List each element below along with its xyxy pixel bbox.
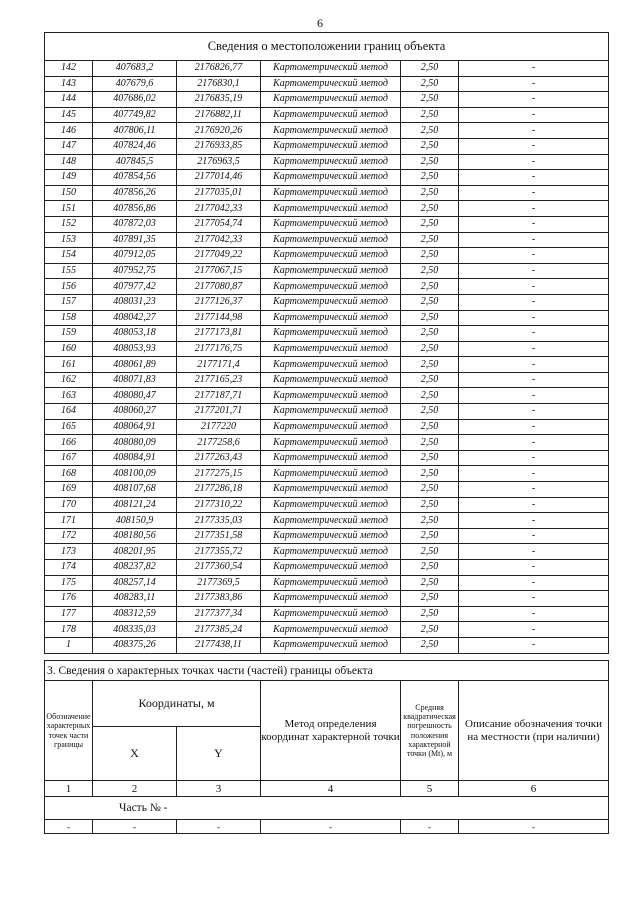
col-number: 4	[261, 781, 401, 797]
coord-x: 408180,56	[93, 528, 177, 544]
method: Картометрический метод	[261, 606, 401, 622]
description: -	[459, 154, 609, 170]
method: Картометрический метод	[261, 185, 401, 201]
description: -	[459, 279, 609, 295]
coord-x: 408061,89	[93, 357, 177, 373]
description: -	[459, 591, 609, 607]
method: Картометрический метод	[261, 419, 401, 435]
method: Картометрический метод	[261, 560, 401, 576]
coord-x: 408071,83	[93, 372, 177, 388]
coord-x: 408042,27	[93, 310, 177, 326]
accuracy: 2,50	[401, 622, 459, 638]
table-row	[45, 232, 609, 248]
point-number: 160	[45, 341, 93, 357]
point-number: 178	[45, 622, 93, 638]
table-row	[45, 513, 609, 529]
coord-y: 2177377,34	[177, 606, 261, 622]
point-number: 168	[45, 466, 93, 482]
point-number: 143	[45, 76, 93, 92]
method: Картометрический метод	[261, 154, 401, 170]
description: -	[459, 637, 609, 653]
method: Картометрический метод	[261, 76, 401, 92]
coord-y: 2177286,18	[177, 482, 261, 498]
description: -	[459, 107, 609, 123]
description: -	[459, 201, 609, 217]
point-number: 156	[45, 279, 93, 295]
accuracy: 2,50	[401, 310, 459, 326]
table-row	[45, 435, 609, 451]
table-row	[45, 575, 609, 591]
table-row	[45, 76, 609, 92]
table-row	[45, 606, 609, 622]
table-row	[45, 279, 609, 295]
part-label: Часть № -	[45, 797, 609, 820]
coord-y: 2176933,85	[177, 138, 261, 154]
method: Картометрический метод	[261, 388, 401, 404]
coord-y: 2177258,6	[177, 435, 261, 451]
empty-cell: -	[401, 820, 459, 834]
accuracy: 2,50	[401, 450, 459, 466]
point-number: 172	[45, 528, 93, 544]
table-row	[45, 357, 609, 373]
empty-cell: -	[177, 820, 261, 834]
point-number: 150	[45, 185, 93, 201]
coord-y: 2177201,71	[177, 404, 261, 420]
accuracy: 2,50	[401, 170, 459, 186]
table-row	[45, 637, 609, 653]
table-title: Сведения о местоположении границ объекта	[45, 33, 609, 61]
point-number: 170	[45, 497, 93, 513]
coord-y: 2177014,46	[177, 170, 261, 186]
table-row	[45, 591, 609, 607]
description: -	[459, 92, 609, 108]
method: Картометрический метод	[261, 123, 401, 139]
accuracy: 2,50	[401, 326, 459, 342]
point-number: 1	[45, 637, 93, 653]
accuracy: 2,50	[401, 513, 459, 529]
coord-y: 2176835,19	[177, 92, 261, 108]
table-row	[45, 497, 609, 513]
point-number: 165	[45, 419, 93, 435]
coord-x: 408031,23	[93, 294, 177, 310]
header-x: X	[93, 727, 177, 781]
coord-x: 407749,82	[93, 107, 177, 123]
description: -	[459, 76, 609, 92]
table-row	[45, 482, 609, 498]
header-coordinates: Координаты, м	[93, 681, 261, 727]
coord-x: 407806,11	[93, 123, 177, 139]
table-row	[45, 310, 609, 326]
table-row	[45, 263, 609, 279]
description: -	[459, 544, 609, 560]
coord-x: 408375,26	[93, 637, 177, 653]
method: Картометрический метод	[261, 466, 401, 482]
coord-y: 2177351,58	[177, 528, 261, 544]
empty-cell: -	[261, 820, 401, 834]
coord-y: 2177438,11	[177, 637, 261, 653]
table-row	[45, 560, 609, 576]
coord-y: 2177275,15	[177, 466, 261, 482]
method: Картометрический метод	[261, 357, 401, 373]
col-number: 2	[93, 781, 177, 797]
description: -	[459, 232, 609, 248]
method: Картометрический метод	[261, 61, 401, 77]
table-row	[45, 107, 609, 123]
coord-x: 407977,42	[93, 279, 177, 295]
table-row	[45, 450, 609, 466]
method: Картометрический метод	[261, 263, 401, 279]
coord-x: 408335,03	[93, 622, 177, 638]
description: -	[459, 513, 609, 529]
coord-y: 2177035,01	[177, 185, 261, 201]
method: Картометрический метод	[261, 591, 401, 607]
coord-y: 2177383,86	[177, 591, 261, 607]
point-number: 171	[45, 513, 93, 529]
table-row	[45, 326, 609, 342]
method: Картометрический метод	[261, 310, 401, 326]
coord-x: 407856,86	[93, 201, 177, 217]
accuracy: 2,50	[401, 435, 459, 451]
point-number: 154	[45, 248, 93, 264]
description: -	[459, 138, 609, 154]
point-number: 148	[45, 154, 93, 170]
header-method: Метод определения координат характерной точки	[261, 681, 401, 781]
point-number: 169	[45, 482, 93, 498]
table-row	[45, 466, 609, 482]
method: Картометрический метод	[261, 637, 401, 653]
description: -	[459, 450, 609, 466]
section-title: 3. Сведения о характерных точках части (частей) границы объекта	[45, 661, 609, 681]
coord-y: 2177173,81	[177, 326, 261, 342]
description: -	[459, 341, 609, 357]
method: Картометрический метод	[261, 326, 401, 342]
method: Картометрический метод	[261, 232, 401, 248]
accuracy: 2,50	[401, 482, 459, 498]
coord-y: 2177176,75	[177, 341, 261, 357]
accuracy: 2,50	[401, 107, 459, 123]
coord-x: 408084,91	[93, 450, 177, 466]
coord-x: 407824,46	[93, 138, 177, 154]
header-point-designation: Обозначение характерных точек части границы	[45, 681, 93, 781]
accuracy: 2,50	[401, 61, 459, 77]
accuracy: 2,50	[401, 388, 459, 404]
description: -	[459, 575, 609, 591]
coord-x: 408100,09	[93, 466, 177, 482]
coord-x: 408283,11	[93, 591, 177, 607]
description: -	[459, 404, 609, 420]
coord-y: 2177369,5	[177, 575, 261, 591]
accuracy: 2,50	[401, 232, 459, 248]
table-row	[45, 92, 609, 108]
coord-x: 408053,18	[93, 326, 177, 342]
point-number: 164	[45, 404, 93, 420]
coord-x: 407845,5	[93, 154, 177, 170]
method: Картометрический метод	[261, 404, 401, 420]
coord-y: 2177220	[177, 419, 261, 435]
description: -	[459, 170, 609, 186]
description: -	[459, 606, 609, 622]
method: Картометрический метод	[261, 92, 401, 108]
point-number: 163	[45, 388, 93, 404]
table-row	[45, 528, 609, 544]
coord-y: 2177144,98	[177, 310, 261, 326]
coord-y: 2177263,43	[177, 450, 261, 466]
coord-x: 407856,26	[93, 185, 177, 201]
coord-x: 407679,6	[93, 76, 177, 92]
accuracy: 2,50	[401, 357, 459, 373]
accuracy: 2,50	[401, 76, 459, 92]
description: -	[459, 435, 609, 451]
accuracy: 2,50	[401, 123, 459, 139]
point-number: 173	[45, 544, 93, 560]
coord-x: 407854,56	[93, 170, 177, 186]
accuracy: 2,50	[401, 560, 459, 576]
accuracy: 2,50	[401, 404, 459, 420]
accuracy: 2,50	[401, 637, 459, 653]
accuracy: 2,50	[401, 216, 459, 232]
coord-y: 2177187,71	[177, 388, 261, 404]
accuracy: 2,50	[401, 294, 459, 310]
description: -	[459, 248, 609, 264]
coord-y: 2176826,77	[177, 61, 261, 77]
accuracy: 2,50	[401, 341, 459, 357]
coord-x: 407683,2	[93, 61, 177, 77]
coord-y: 2177385,24	[177, 622, 261, 638]
coord-x: 408150,9	[93, 513, 177, 529]
table-row	[45, 544, 609, 560]
method: Картометрический метод	[261, 575, 401, 591]
description: -	[459, 216, 609, 232]
method: Картометрический метод	[261, 435, 401, 451]
accuracy: 2,50	[401, 185, 459, 201]
header-y: Y	[177, 727, 261, 781]
description: -	[459, 294, 609, 310]
point-number: 162	[45, 372, 93, 388]
table-row	[45, 341, 609, 357]
description: -	[459, 560, 609, 576]
point-number: 167	[45, 450, 93, 466]
accuracy: 2,50	[401, 466, 459, 482]
table-row	[45, 154, 609, 170]
header-accuracy: Средняя квадратическая погрешность положения характерной точки (Мt), м	[401, 681, 459, 781]
coord-x: 408080,09	[93, 435, 177, 451]
table-row	[45, 404, 609, 420]
accuracy: 2,50	[401, 372, 459, 388]
method: Картометрический метод	[261, 450, 401, 466]
coord-y: 2177165,23	[177, 372, 261, 388]
table-row	[45, 185, 609, 201]
table-row	[45, 123, 609, 139]
coord-x: 407952,75	[93, 263, 177, 279]
point-number: 155	[45, 263, 93, 279]
coord-x: 408060,27	[93, 404, 177, 420]
accuracy: 2,50	[401, 279, 459, 295]
method: Картометрический метод	[261, 279, 401, 295]
coord-x: 408107,68	[93, 482, 177, 498]
method: Картометрический метод	[261, 248, 401, 264]
method: Картометрический метод	[261, 294, 401, 310]
method: Картометрический метод	[261, 138, 401, 154]
empty-cell: -	[93, 820, 177, 834]
description: -	[459, 466, 609, 482]
table-row	[45, 170, 609, 186]
table-row	[45, 622, 609, 638]
point-number: 149	[45, 170, 93, 186]
method: Картометрический метод	[261, 170, 401, 186]
method: Картометрический метод	[261, 341, 401, 357]
table-row	[45, 419, 609, 435]
point-number: 175	[45, 575, 93, 591]
method: Картометрический метод	[261, 622, 401, 638]
point-number: 151	[45, 201, 93, 217]
coord-y: 2176920,26	[177, 123, 261, 139]
method: Картометрический метод	[261, 372, 401, 388]
coord-y: 2177355,72	[177, 544, 261, 560]
coord-y: 2177042,33	[177, 201, 261, 217]
coord-y: 2177067,15	[177, 263, 261, 279]
col-number: 6	[459, 781, 609, 797]
method: Картометрический метод	[261, 497, 401, 513]
method: Картометрический метод	[261, 513, 401, 529]
method: Картометрический метод	[261, 216, 401, 232]
table-row	[45, 216, 609, 232]
coord-x: 408121,24	[93, 497, 177, 513]
coord-x: 407686,02	[93, 92, 177, 108]
point-number: 147	[45, 138, 93, 154]
coord-x: 407912,05	[93, 248, 177, 264]
description: -	[459, 185, 609, 201]
point-number: 159	[45, 326, 93, 342]
accuracy: 2,50	[401, 92, 459, 108]
point-number: 166	[45, 435, 93, 451]
col-number: 1	[45, 781, 93, 797]
col-number: 5	[401, 781, 459, 797]
empty-cell: -	[45, 820, 93, 834]
coord-y: 2176963,5	[177, 154, 261, 170]
coord-y: 2177054,74	[177, 216, 261, 232]
coord-x: 408053,93	[93, 341, 177, 357]
description: -	[459, 372, 609, 388]
accuracy: 2,50	[401, 154, 459, 170]
accuracy: 2,50	[401, 419, 459, 435]
point-number: 174	[45, 560, 93, 576]
empty-cell: -	[459, 820, 609, 834]
accuracy: 2,50	[401, 528, 459, 544]
boundary-points-table	[44, 32, 609, 654]
table-row	[45, 388, 609, 404]
coord-y: 2176882,11	[177, 107, 261, 123]
accuracy: 2,50	[401, 544, 459, 560]
point-number: 177	[45, 606, 93, 622]
accuracy: 2,50	[401, 201, 459, 217]
coord-x: 408201,95	[93, 544, 177, 560]
part-points-table	[44, 660, 609, 834]
point-number: 152	[45, 216, 93, 232]
description: -	[459, 419, 609, 435]
coord-y: 2177360,54	[177, 560, 261, 576]
accuracy: 2,50	[401, 138, 459, 154]
table-row	[45, 248, 609, 264]
table-row	[45, 372, 609, 388]
point-number: 176	[45, 591, 93, 607]
description: -	[459, 497, 609, 513]
table-row	[45, 138, 609, 154]
coord-y: 2177335,03	[177, 513, 261, 529]
coord-y: 2177080,87	[177, 279, 261, 295]
description: -	[459, 388, 609, 404]
accuracy: 2,50	[401, 575, 459, 591]
coord-y: 2176830,1	[177, 76, 261, 92]
coord-y: 2177042,33	[177, 232, 261, 248]
method: Картометрический метод	[261, 201, 401, 217]
coord-x: 408257,14	[93, 575, 177, 591]
description: -	[459, 622, 609, 638]
coord-x: 408312,59	[93, 606, 177, 622]
header-description: Описание обозначения точки на местности (при наличии)	[459, 681, 609, 781]
description: -	[459, 310, 609, 326]
point-number: 145	[45, 107, 93, 123]
description: -	[459, 357, 609, 373]
method: Картометрический метод	[261, 482, 401, 498]
method: Картометрический метод	[261, 544, 401, 560]
coord-x: 407891,35	[93, 232, 177, 248]
coord-x: 408237,82	[93, 560, 177, 576]
accuracy: 2,50	[401, 606, 459, 622]
point-number: 144	[45, 92, 93, 108]
page-number: 6	[317, 16, 323, 30]
col-number: 3	[177, 781, 261, 797]
method: Картометрический метод	[261, 107, 401, 123]
coord-y: 2177171,4	[177, 357, 261, 373]
point-number: 161	[45, 357, 93, 373]
point-number: 153	[45, 232, 93, 248]
point-number: 157	[45, 294, 93, 310]
description: -	[459, 123, 609, 139]
coord-y: 2177310,22	[177, 497, 261, 513]
point-number: 146	[45, 123, 93, 139]
description: -	[459, 482, 609, 498]
description: -	[459, 326, 609, 342]
coord-y: 2177126,37	[177, 294, 261, 310]
description: -	[459, 528, 609, 544]
coord-x: 408080,47	[93, 388, 177, 404]
table-row	[45, 61, 609, 77]
accuracy: 2,50	[401, 248, 459, 264]
table-row	[45, 201, 609, 217]
point-number: 142	[45, 61, 93, 77]
table-row	[45, 294, 609, 310]
coord-x: 408064,91	[93, 419, 177, 435]
accuracy: 2,50	[401, 263, 459, 279]
point-number: 158	[45, 310, 93, 326]
description: -	[459, 61, 609, 77]
accuracy: 2,50	[401, 591, 459, 607]
description: -	[459, 263, 609, 279]
coord-x: 407872,03	[93, 216, 177, 232]
accuracy: 2,50	[401, 497, 459, 513]
method: Картометрический метод	[261, 528, 401, 544]
coord-y: 2177049,22	[177, 248, 261, 264]
